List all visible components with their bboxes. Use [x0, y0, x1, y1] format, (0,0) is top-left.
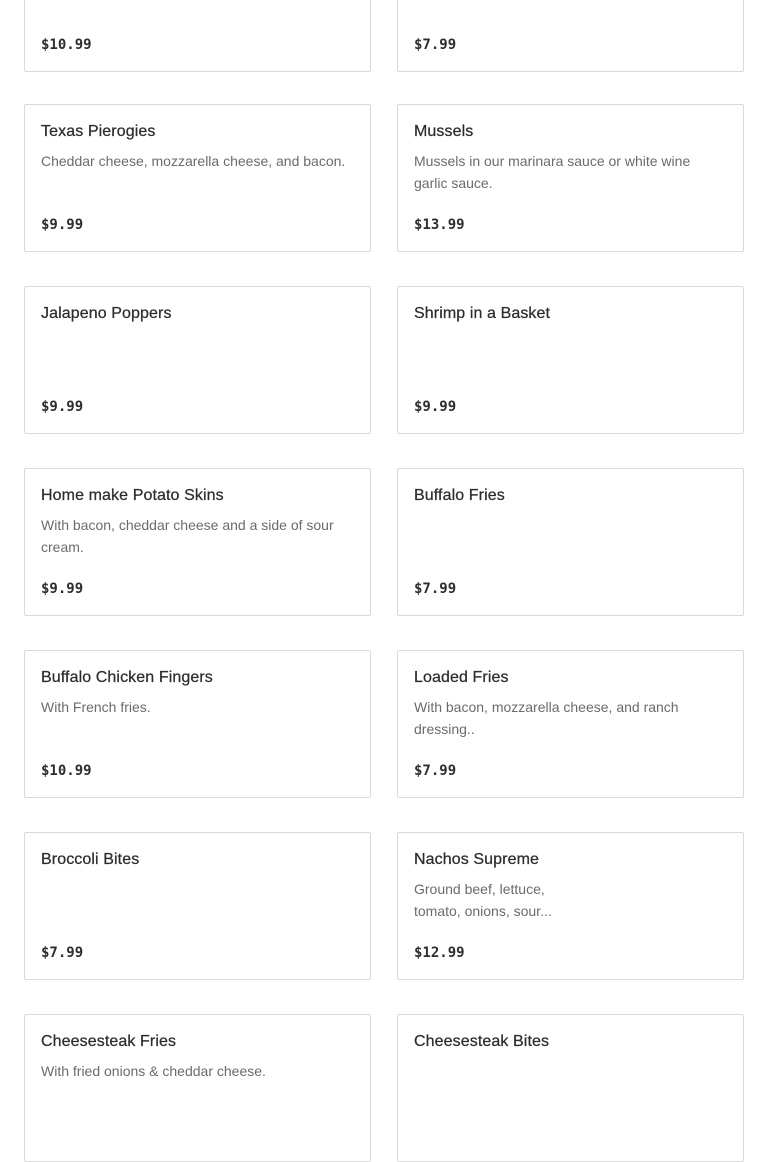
menu-item-card[interactable]: [397, 286, 744, 434]
menu-item-price: $9.99: [41, 399, 84, 415]
menu-item-card[interactable]: [24, 1014, 371, 1162]
menu-item-card[interactable]: [397, 468, 744, 616]
menu-item-name: Buffalo Chicken Fingers: [41, 669, 213, 686]
menu-item-card[interactable]: [24, 104, 371, 252]
menu-item-price: $7.99: [414, 581, 457, 597]
menu-item-description: With bacon, mozzarella cheese, and ranch dressing..: [414, 699, 679, 737]
menu-item-price: $12.99: [414, 945, 465, 961]
menu-item-card[interactable]: [24, 0, 371, 72]
menu-item-name: Nachos Supreme: [414, 851, 540, 868]
menu-item-card[interactable]: [397, 0, 744, 72]
menu-item-name: Shrimp in a Basket: [414, 305, 551, 322]
menu-item-name: Home make Potato Skins: [41, 487, 224, 504]
menu-item-name: Cheesesteak Bites: [414, 1033, 550, 1050]
menu-item-card[interactable]: [24, 468, 371, 616]
menu-item-description: Ground beef, lettuce, tomato, onions, sour...: [414, 881, 552, 919]
menu-item-card[interactable]: [397, 104, 744, 252]
menu-item-name: Mussels: [414, 123, 474, 140]
menu-item-description: Mussels in our marinara sauce or white wine garlic sauce.: [414, 153, 691, 191]
menu-item-name: Texas Pierogies: [41, 123, 156, 140]
menu-item-name: Jalapeno Poppers: [41, 305, 172, 322]
menu-item-card[interactable]: [397, 832, 744, 980]
menu-item-price: $7.99: [41, 945, 84, 961]
menu-item-price: $9.99: [41, 581, 84, 597]
menu-item-description: With fried onions & cheddar cheese.: [41, 1063, 266, 1079]
menu-item-price: $9.99: [41, 217, 84, 233]
menu-item-price: $10.99: [41, 763, 92, 779]
menu-item-name: Broccoli Bites: [41, 851, 140, 868]
menu-item-card[interactable]: [24, 650, 371, 798]
menu-item-name: Buffalo Fries: [414, 487, 505, 504]
menu-item-card[interactable]: [397, 1014, 744, 1162]
menu-item-name: Loaded Fries: [414, 669, 509, 686]
menu-item-price: $9.99: [414, 399, 457, 415]
menu-item-name: Cheesesteak Fries: [41, 1033, 177, 1050]
menu-item-price: $13.99: [414, 217, 465, 233]
menu-item-description: Cheddar cheese, mozzarella cheese, and bacon.: [41, 153, 346, 169]
menu-item-card[interactable]: [397, 650, 744, 798]
menu-item-price: $10.99: [41, 37, 92, 53]
menu-item-card[interactable]: [24, 286, 371, 434]
menu-item-description: With French fries.: [41, 699, 151, 715]
menu-item-card[interactable]: [24, 832, 371, 980]
menu-item-price: $7.99: [414, 37, 457, 53]
menu-item-description: With bacon, cheddar cheese and a side of sour cream.: [41, 517, 334, 555]
menu-item-price: $7.99: [414, 763, 457, 779]
